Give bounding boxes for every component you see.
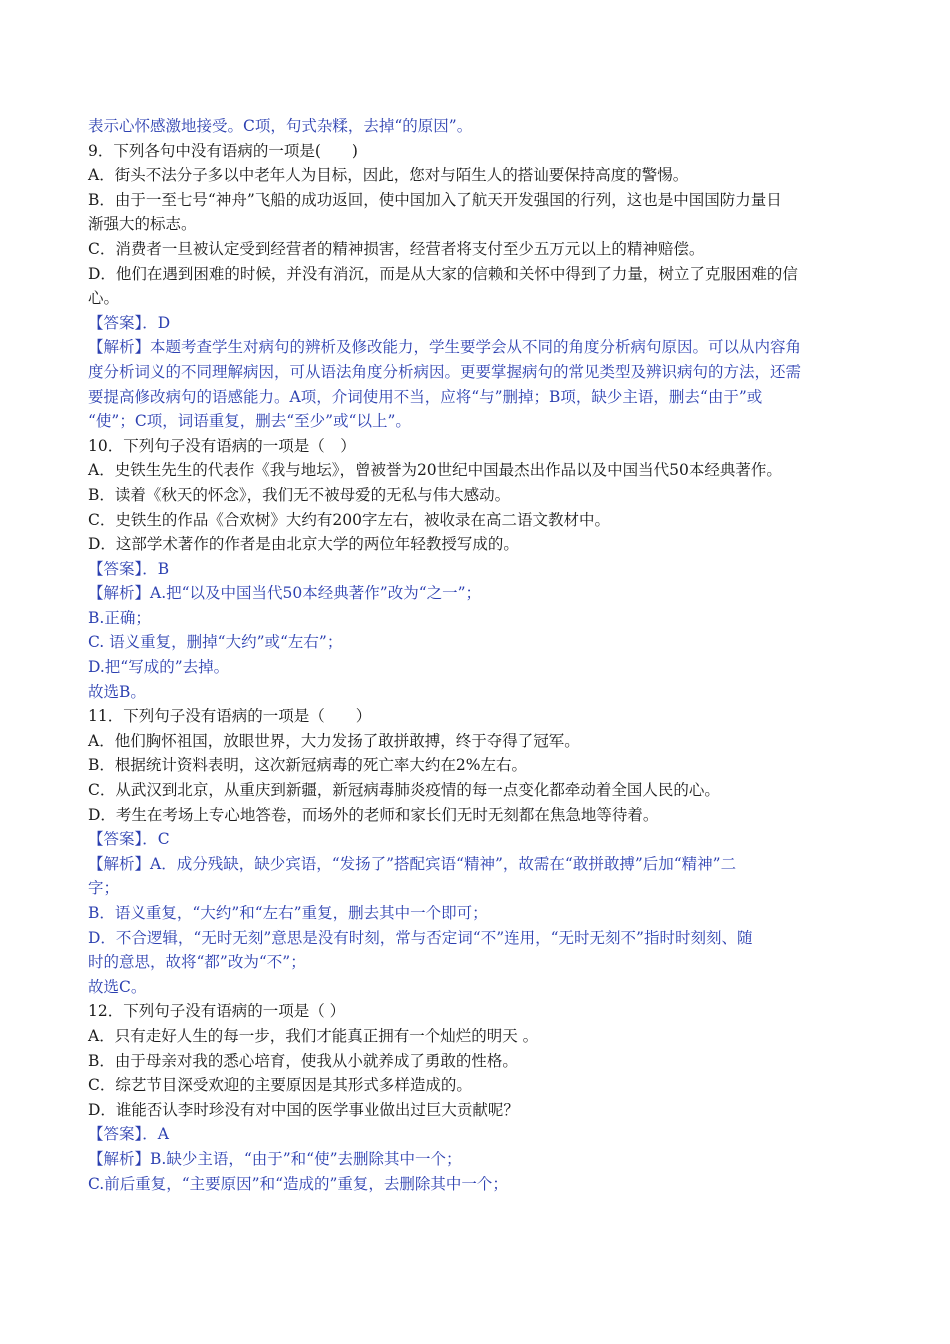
answer-line: C. 语义重复，删掉“大约”或“左右”； (88, 633, 343, 652)
answer-line: B.正确； (88, 608, 151, 627)
question-line: B．读着《秋天的怀念》，我们无不被母爱的无私与伟大感动。 (88, 485, 511, 504)
answer-line: 【解析】A．成分残缺，缺少宾语，“发扬了”搭配宾语“精神”，故需在“敢拼敢搏”后加“精神”二 (88, 854, 737, 873)
question-line: C．史铁生的作品《合欢树》大约有200字左右，被收录在高二语文教材中。 (88, 510, 610, 529)
question-line: 心。 (88, 289, 120, 308)
answer-line: C.前后重复，“主要原因”和“造成的”重复，去删除其中一个； (88, 1174, 508, 1193)
answer-line: D.把“写成的”去掉。 (88, 658, 230, 677)
answer-line: 故选C。 (88, 977, 147, 996)
question-line: A．史铁生先生的代表作《我与地坛》，曾被誉为20世纪中国最杰出作品以及中国当代50本经典著作。 (88, 461, 782, 480)
question-line: 12．下列句子没有语病的一项是（ ） (88, 1002, 346, 1021)
question-line: D．谁能否认李时珍没有对中国的医学事业做出过巨大贡献呢？ (88, 1100, 519, 1119)
answer-line: 【答案】．B (88, 559, 170, 578)
answer-line: “使”；C项，词语重复，删去“至少”或“以上”。 (88, 412, 411, 431)
question-line: C．综艺节目深受欢迎的主要原因是其形式多样造成的。 (88, 1076, 472, 1095)
answer-line: 度分析词义的不同理解病因，可从语法角度分析病因。更要掌握病句的常见类型及辨识病句的方法，还需 (88, 362, 802, 381)
answer-line: 要提高修改病句的语感能力。A项，介词使用不当，应将“与”删掉；B项，缺少主语，删去“由于”或 (88, 387, 763, 406)
answer-line: 【答案】．C (88, 830, 170, 849)
question-line: A．街头不法分子多以中老年人为目标，因此，您对与陌生人的搭讪要保持高度的警惕。 (88, 166, 689, 185)
question-line: 9．下列各句中没有语病的一项是( ) (88, 141, 358, 160)
answer-line: 故选B。 (88, 682, 146, 701)
document-page (88, 114, 868, 1196)
question-line: A．只有走好人生的每一步，我们才能真正拥有一个灿烂的明天 。 (88, 1026, 539, 1045)
answer-line: 表示心怀感激地接受。C项，句式杂糅，去掉“的原因”。 (88, 117, 473, 135)
answer-line: 【解析】本题考查学生对病句的辨析及修改能力，学生要学会从不同的角度分析病句原因。可以从内容角 (88, 338, 802, 357)
answer-line: B．语义重复，“大约”和“左右”重复，删去其中一个即可； (88, 904, 488, 922)
answer-line: 时的意思，故将“都”改为“不”； (88, 953, 306, 972)
answer-line: 【答案】．A (88, 1125, 169, 1144)
question-line: B．由于一至七号“神舟”飞船的成功返回，使中国加入了航天开发强国的行列，这也是中国国防力量日 (88, 190, 782, 209)
question-line: A．他们胸怀祖国，放眼世界，大力发扬了敢拼敢搏，终于夺得了冠军。 (88, 731, 580, 750)
question-line: B．由于母亲对我的悉心培育，使我从小就养成了勇敢的性格。 (88, 1051, 518, 1070)
question-line: 10．下列句子没有语病的一项是（ ） (88, 436, 356, 455)
question-line: D．他们在遇到困难的时候，并没有消沉，而是从大家的信赖和关怀中得到了力量，树立了克服困难的信 (88, 264, 798, 283)
question-line: 渐强大的标志。 (88, 215, 197, 234)
question-line: B．根据统计资料表明，这次新冠病毒的死亡率大约在2%左右。 (88, 756, 527, 775)
answer-line: 字； (88, 879, 120, 898)
question-line: D．这部学术著作的作者是由北京大学的两位年轻教授写成的。 (88, 535, 519, 554)
answer-line: 【答案】．D (88, 313, 171, 332)
answer-line: D．不合逻辑，“无时无刻”意思是没有时刻，常与否定词“不”连用，“无时无刻不”指时时刻刻、随 (88, 928, 753, 947)
question-line: D．考生在考场上专心地答卷，而场外的老师和家长们无时无刻都在焦急地等待着。 (88, 805, 659, 824)
question-line: C．消费者一旦被认定受到经营者的精神损害，经营者将支付至少五万元以上的精神赔偿。 (88, 239, 705, 258)
question-line: C．从武汉到北京，从重庆到新疆，新冠病毒肺炎疫情的每一点变化都牵动着全国人民的心。 (88, 781, 720, 800)
answer-line: 【解析】B.缺少主语，“由于”和“使”去删除其中一个； (88, 1149, 462, 1168)
answer-line: 【解析】A.把“以及中国当代50本经典著作”改为“之一”； (88, 584, 482, 603)
question-line: 11．下列句子没有语病的一项是（ ） (88, 707, 372, 726)
